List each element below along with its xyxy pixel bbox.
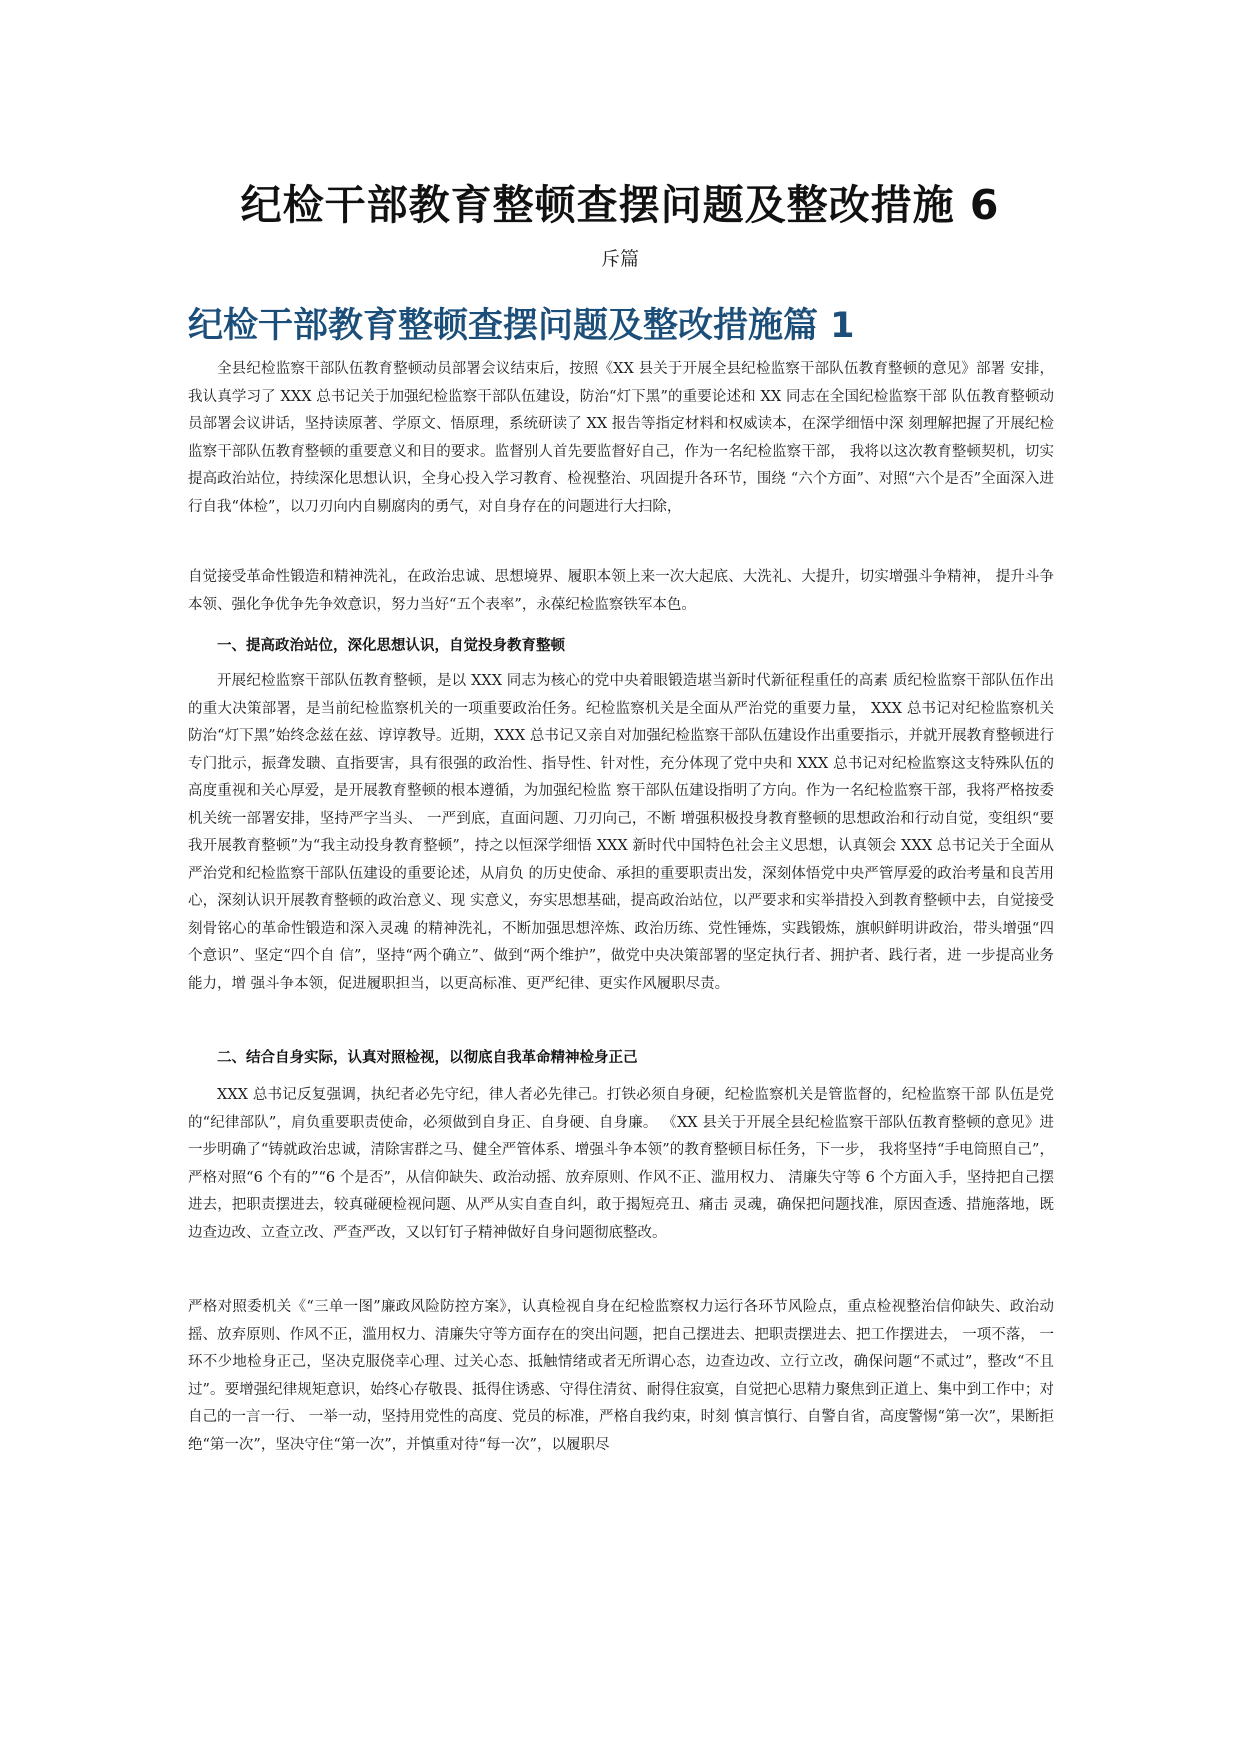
paragraph-section-2: XXX 总书记反复强调，执纪者必先守纪，律人者必先律己。打铁必须自身硬，纪检监察机关是管监督的，纪检监察干部 队伍是党的“纪律部队”，肩负重要职责使命，必须做到自身正、自身硬、自身廉。 《XX 县关于开展全县纪检监察干部队伍教育整顿的意见》进一步明确了“铸就政治忠诚，清除害群之马、健全严管体系、增强斗争本领”的教育整顿目标任务，下一步， 我将坚持“手电筒照自己”，严格对照“6 个有的”“6 个是否”，从信仰缺失、政治动摇、放弃原则、作风不正、滥用权力、 清廉失守等 6 个方面入手，坚持把自己摆进去，把职责摆进去，较真碰硬检视问题、从严从实自查自纠，敢于揭短亮丑、痛击 灵魂，确保把问题找准，原因查透、措施落地，既边查边改、立查立改、严查严改，又以钉钉子精神做好自身问题彻底整改。 — [188, 1087, 1054, 1241]
paragraph-intro-continued: 自觉接受革命性锻造和精神洗礼，在政治忠诚、思想境界、履职本领上来一次大起底、大洗礼、大提升，切实增强斗争精神， 提升斗争本领、强化争优争先争效意识，努力当好“五个表率”，永葆纪检监察铁军本色。 — [188, 569, 1054, 613]
section-heading-1: 一、提高政治站位，深化思想认识，自觉投身教育整顿 — [217, 638, 565, 654]
section-title: 纪检干部教育整顿查摆问题及整改措施篇 1 — [188, 306, 855, 346]
document-title: 纪检干部教育整顿查摆问题及整改措施 6 — [240, 181, 1000, 229]
paragraph-section-1: 开展纪检监察干部队伍教育整顿，是以 XXX 同志为核心的党中央着眼锻造堪当新时代新征程重任的高素 质纪检监察干部队伍作出的重大决策部署，是当前纪检监察机关的一项重要政治任务。纪检监察机关是全面从严治党的重要力量， XXX 总书记对纪检监察机关防治“灯下黑”始终念兹在兹、谆谆教导。近期，XXX 总书记又亲自对加强纪检监察干部队伍建设作出重要指示，并就开展教育整顿进行专门批示，振聋发聩、直指要害，具有很强的政治性、指导性、针对性，充分体现了党中央和 XXX 总书记对纪检监察这支特殊队伍的高度重视和关心厚爱，是开展教育整顿的根本遵循，为加强纪检监 察干部队伍建设指明了方向。作为一名纪检监察干部，我将严格按委机关统一部署安排，坚持严字当头、 一严到底，直面问题、刀刃向己，不断 增强积极投身教育整顿的思想政治和行动自觉，变组织“要我开展教育整顿”为“我主动投身教育整顿”，持之以恒深学细悟 XXX 新时代中国特色社会主义思想，认真领会 XXX 总书记关于全面从严治党和纪检监察干部队伍建设的重要论述，从肩负 的历史使命、承担的重要职责出发，深刻体悟党中央严管厚爱的政治考量和良苦用心，深刻认识开展教育整顿的政治意义、现 实意义，夯实思想基础，提高政治站位，以严要求和实举措投入到教育整顿中去，自觉接受刻骨铭心的革命性锻造和深入灵魂 的精神洗礼，不断加强思想淬炼、政治历练、党性锤炼，实践锻炼，旗帜鲜明讲政治，带头增强“四个意识”、坚定“四个自 信”，坚持“两个确立”、做到“两个维护”，做党中央决策部署的坚定执行者、拥护者、践行者，进 一步提高业务能力，增 强斗争本领，促进履职担当，以更高标准、更严纪律、更实作风履职尽责。 — [188, 673, 1054, 992]
paragraph-intro: 全县纪检监察干部队伍教育整顿动员部署会议结束后，按照《XX 县关于开展全县纪检监察干部队伍教育整顿的意见》部署 安排，我认真学习了 XXX 总书记关于加强纪检监察干部队伍建设，防治“灯下黑”的重要论述和 XX 同志在全国纪检监察干部 队伍教育整顿动员部署会议讲话，坚持读原著、学原文、悟原理，系统研读了 XX 报告等指定材料和权威读本，在深学细悟中深 刻理解把握了开展纪检监察干部队伍教育整顿的重要意义和目的要求。监督别人首先要监督好自己，作为一名纪检监察干部， 我将以这次教育整顿契机，切实提高政治站位，持续深化思想认识，全身心投入学习教育、检视整治、巩固提升各环节，围绕 “六个方面”、对照“六个是否”全面深入进行自我“体检”，以刀刃向内自剔腐肉的勇气，对自身存在的问题进行大扫除， — [188, 361, 1054, 515]
section-heading-2: 二、结合自身实际，认真对照检视，以彻底自我革命精神检身正己 — [217, 1050, 638, 1066]
document-subtitle: 斥篇 — [600, 248, 639, 270]
paragraph-section-2-continued: 严格对照委机关《“三单一图”廉政风险防控方案》，认真检视自身在纪检监察权力运行各环节风险点，重点检视整治信仰缺失、政治动摇、放弃原则、作风不正，滥用权力、清廉失守等方面存在的突出问题，把自己摆进去、把职责摆进去、把工作摆进去， 一项不落， 一环不少地检身正己，坚决克服侥幸心理、过关心态、抵触情绪或者无所谓心态，边查边改、立行立改，确保问题“不贰过”，整改“不且过”。要增强纪律规矩意识，始终心存敬畏、抵得住诱惑、守得住清贫、耐得住寂寞，自觉把心思精力聚焦到正道上、集中到工作中；对自己的一言一行、 一举一动，坚持用党性的高度、党员的标准，严格自我约束，时刻 慎言慎行、自警自省，高度警惕“第一次”，果断拒绝“第一次”，坚决守住“第一次”，并慎重对待“每一次”，以履职尽 — [188, 1299, 1054, 1453]
